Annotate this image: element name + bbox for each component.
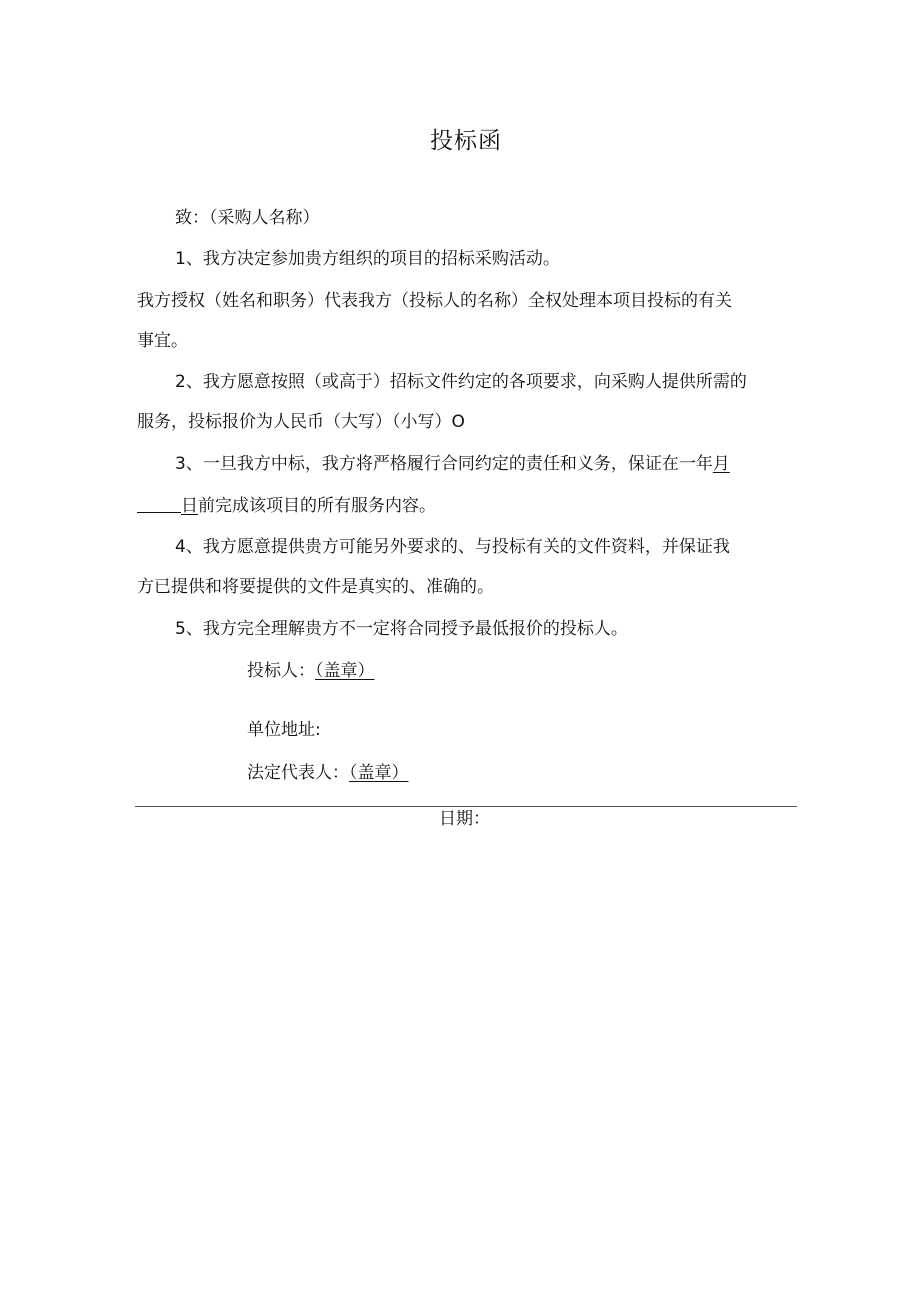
item-4-line-1: 4、我方愿意提供贵方可能另外要求的、与投标有关的文件资料，并保证我 bbox=[175, 537, 730, 557]
item-4-line-2: 方已提供和将要提供的文件是真实的、准确的。 bbox=[137, 577, 494, 597]
bidder-label: 投标人： bbox=[247, 661, 315, 681]
item-3-month: 月 bbox=[712, 454, 730, 474]
item-3-line-1 bbox=[175, 453, 730, 475]
date-label: 日期： bbox=[439, 809, 490, 829]
item-5: 5、我方完全理解贵方不一定将合同授予最低报价的投标人。 bbox=[175, 619, 628, 639]
bidder-seal: （盖章） bbox=[315, 661, 375, 681]
salutation: 致：（采购人名称） bbox=[175, 208, 320, 228]
authorization-line-2: 事宜。 bbox=[137, 331, 188, 351]
item-1: 1、我方决定参加贵方组织的项目的招标采购活动。 bbox=[175, 249, 560, 269]
document-title: 投标函 bbox=[430, 128, 502, 154]
legal-rep-field bbox=[247, 762, 409, 784]
address-label: 单位地址: bbox=[247, 720, 321, 740]
item-3-tail: 前完成该项目的所有服务内容。 bbox=[198, 496, 436, 516]
item-2-line-2: 服务，投标报价为人民币（大写）（小写）O bbox=[137, 412, 465, 432]
item-3-line-2 bbox=[137, 494, 436, 517]
legal-rep-seal: （盖章） bbox=[349, 763, 409, 783]
item-2-line-1: 2、我方愿意按照（或高于）招标文件约定的各项要求，向采购人提供所需的 bbox=[175, 372, 747, 392]
day-blank bbox=[137, 494, 181, 513]
bidder-field bbox=[247, 660, 375, 682]
item-3-day: 日 bbox=[181, 496, 198, 516]
item-3-text: 3、一旦我方中标，我方将严格履行合同约定的责任和义务，保证在一年 bbox=[175, 454, 713, 474]
legal-rep-label: 法定代表人： bbox=[247, 763, 349, 783]
authorization-line-1: 我方授权（姓名和职务）代表我方（投标人的名称）全权处理本项目投标的有关 bbox=[137, 291, 732, 311]
divider-line bbox=[135, 806, 797, 807]
